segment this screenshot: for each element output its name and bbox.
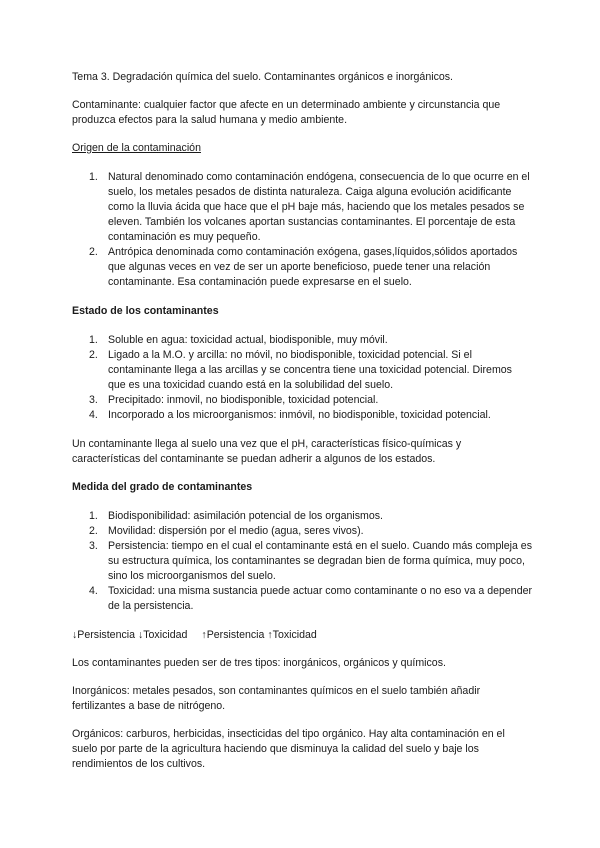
list-item-text: Incorporado a los microorganismos: inmóvil, no biodisponible, toxicidad potencial. (108, 409, 491, 421)
list-item-text: Antrópica denominada como contaminación exógena, gases,líquidos,sólidos aportados que algunas veces en vez de ser un aporte beneficioso, puede tener una relación contaminante. Esa contaminación puede expresarse en el suelo. (108, 246, 518, 288)
list-item-text: Toxicidad: una misma sustancia puede actuar como contaminante o no eso va a depender de la persistencia. (108, 585, 533, 612)
inorganic-paragraph: Inorgánicos: metales pesados, son contaminantes químicos en el suelo también añadir fertilizantes a base de nitrógeno. (72, 685, 481, 712)
list-number: 2. (89, 525, 98, 537)
list-number: 1. (89, 510, 98, 522)
list-number: 3. (89, 394, 98, 406)
list-number: 1. (89, 171, 98, 183)
list-item (72, 333, 532, 348)
list-item-text: Soluble en agua: toxicidad actual, biodisponible, muy móvil. (108, 334, 388, 346)
arrows-up-text: ↑Persistencia ↑Toxicidad (201, 629, 317, 641)
list-item (72, 408, 532, 423)
arrows-down-text: ↓Persistencia ↓Toxicidad (72, 629, 188, 641)
measure-list (72, 509, 532, 614)
list-number: 4. (89, 585, 98, 597)
persistence-toxicity-line (72, 628, 532, 643)
list-item (72, 393, 532, 408)
list-item (72, 539, 532, 584)
list-item-text: Precipitado: inmovil, no biodisponible, toxicidad potencial. (108, 394, 379, 406)
list-item-text: Ligado a la M.O. y arcilla: no móvil, no biodisponible, toxicidad potencial. Si el contaminante llega a las arcillas y se concentra tiene una toxicidad potencial. Diremos que es una toxicidad cuando está en la solubilidad del suelo. (108, 349, 512, 391)
organic-paragraph: Orgánicos: carburos, herbicidas, insecticidas del tipo orgánico. Hay alta contaminación en el suelo por parte de la agricultura haciendo que disminuya la calidad del suelo y baje los rendimientos de los cultivos. (72, 728, 505, 770)
list-item-text: Movilidad: dispersión por el medio (agua, seres vivos). (108, 525, 364, 537)
types-paragraph: Los contaminantes pueden ser de tres tipos: inorgánicos, orgánicos y químicos. (72, 657, 446, 669)
list-number: 2. (89, 246, 98, 258)
list-number: 2. (89, 349, 98, 361)
list-item-text: Biodisponibilidad: asimilación potencial de los organismos. (108, 510, 384, 522)
state-paragraph: Un contaminante llega al suelo una vez que el pH, características físico-químicas y características del contaminante se puedan adherir a algunos de los estados. (72, 438, 462, 465)
document-page (72, 70, 532, 785)
list-item-text: Natural denominado como contaminación endógena, consecuencia de lo que ocurre en el suelo, los metales pesados de distinta naturaleza. Caiga alguna evolución acidificante como la lluvia ácida que hace que el pH baje más, haciendo que los metales pesados se eleven. También los volcanes aportan sustancias contaminantes. El porcentaje de esta contaminación es muy pequeño. (108, 171, 530, 243)
list-number: 1. (89, 334, 98, 346)
list-item (72, 245, 532, 290)
origin-heading: Origen de la contaminación (72, 142, 201, 154)
list-number: 4. (89, 409, 98, 421)
measure-heading: Medida del grado de contaminantes (72, 481, 253, 493)
list-item (72, 170, 532, 245)
document-title: Tema 3. Degradación química del suelo. Contaminantes orgánicos e inorgánicos. (72, 71, 454, 83)
state-heading: Estado de los contaminantes (72, 305, 219, 317)
state-list (72, 333, 532, 423)
list-item (72, 348, 532, 393)
definition-paragraph: Contaminante: cualquier factor que afecte en un determinado ambiente y circunstancia que produzca efectos para la salud humana y medio ambiente. (72, 99, 501, 126)
list-item (72, 584, 532, 614)
list-item-text: Persistencia: tiempo en el cual el contaminante está en el suelo. Cuando más compleja es su estructura química, los contaminantes se degradan bien de forma química, muy poco, sino los microorganismos del suelo. (108, 540, 532, 582)
origin-list (72, 170, 532, 290)
list-item (72, 524, 532, 539)
list-item (72, 509, 532, 524)
list-number: 3. (89, 540, 98, 552)
